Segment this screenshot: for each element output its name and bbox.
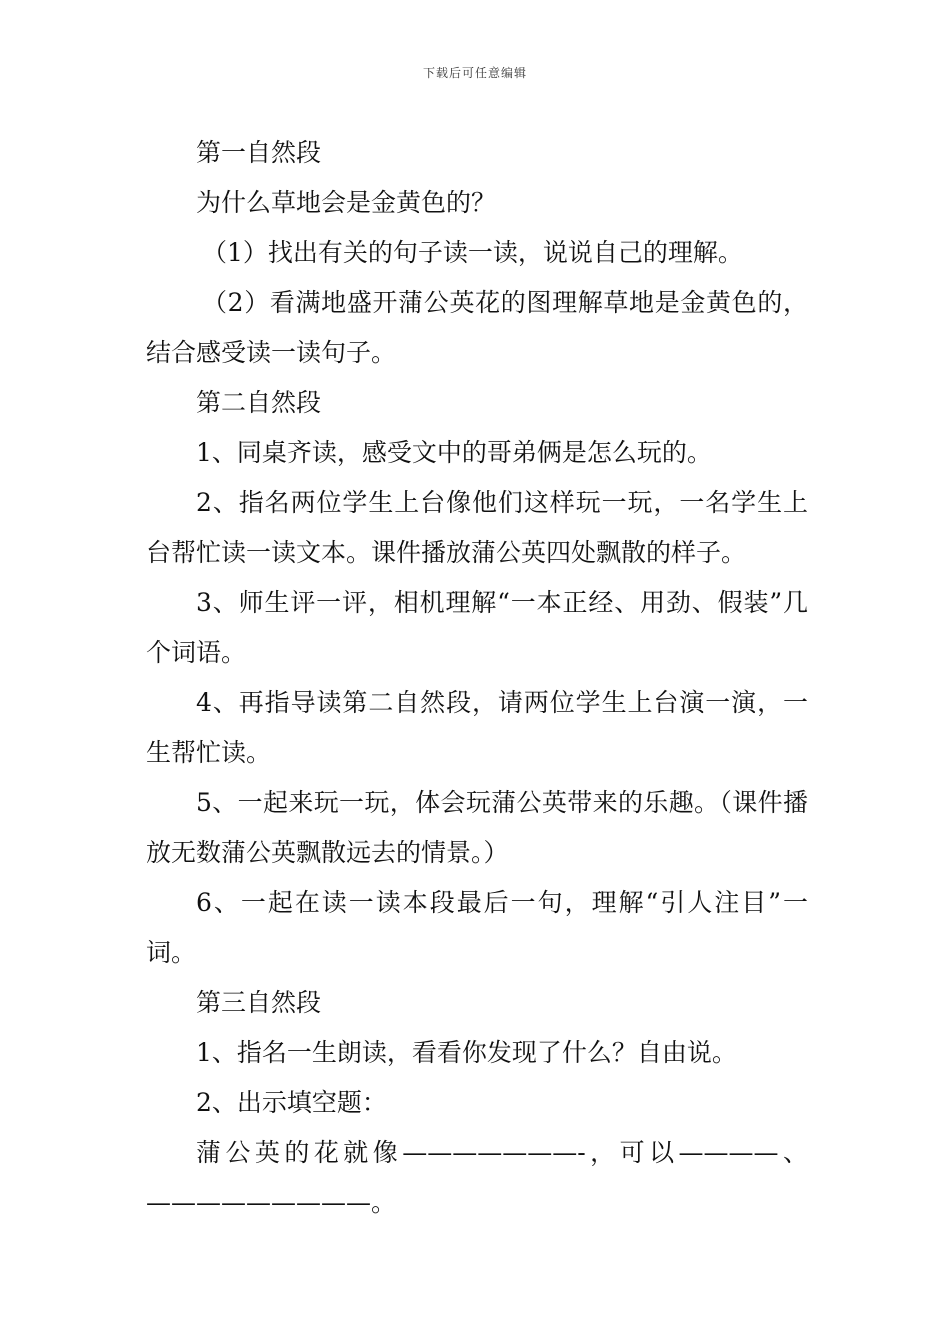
section-heading-3: 第三自然段	[196, 988, 322, 1017]
list-item-5: 5、一起来玩一玩，体会玩蒲公英带来的乐趣。（课件播放无数蒲公英飘散远去的情景。）	[146, 788, 808, 867]
list-item-3: 3、师生评一评，相机理解“一本正经、用劲、假装”几个词语。	[146, 588, 808, 667]
step-paragraph-2: （2）看满地盛开蒲公英花的图理解草地是金黄色的，结合感受读一读句子。	[146, 288, 808, 367]
step-paragraph-1: （1）找出有关的句子读一读，说说自己的理解。	[202, 238, 743, 267]
list-item-1: 1、同桌齐读，感受文中的哥弟俩是怎么玩的。	[196, 438, 712, 467]
question-paragraph: 为什么草地会是金黄色的？	[196, 188, 497, 217]
fill-blank-paragraph: 蒲公英的花就像———————-，可以————、—————————。	[146, 1138, 808, 1217]
list-item-2: 2、指名两位学生上台像他们这样玩一玩，一名学生上台帮忙读一读文本。课件播放蒲公英四处飘散的样子。	[146, 488, 808, 567]
list-item-8: 2、出示填空题：	[196, 1088, 387, 1117]
page-header: 下载后可任意编辑	[422, 66, 527, 80]
list-item-7: 1、指名一生朗读，看看你发现了什么？自由说。	[196, 1038, 737, 1067]
section-heading-1: 第一自然段	[196, 138, 322, 167]
document-body	[146, 128, 808, 1228]
section-heading-2: 第二自然段	[196, 388, 322, 417]
list-item-6: 6、一起在读一读本段最后一句，理解“引人注目”一词。	[146, 888, 808, 967]
list-item-4: 4、再指导读第二自然段，请两位学生上台演一演，一生帮忙读。	[146, 688, 808, 767]
